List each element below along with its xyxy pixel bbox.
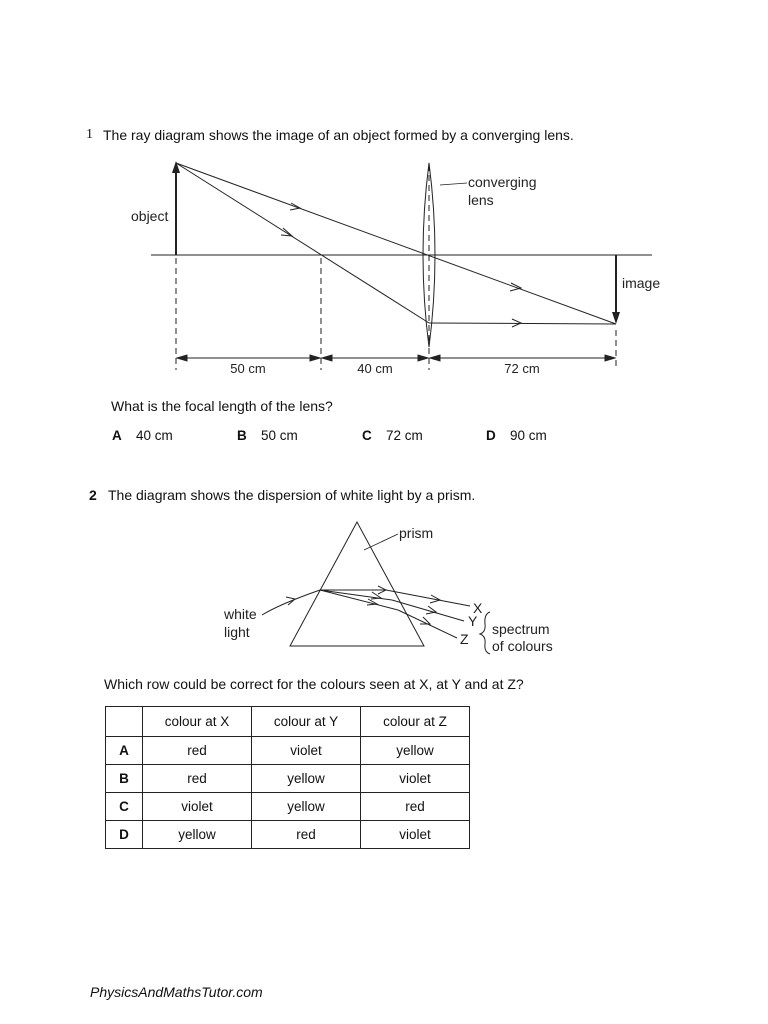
table-cell: red <box>143 765 252 793</box>
table-row[interactable] <box>106 793 470 821</box>
white-label-line2: light <box>224 624 250 640</box>
dimension-72cm: 72 cm <box>504 361 540 376</box>
lens-label-line1: converging <box>468 174 537 190</box>
option-d[interactable] <box>486 428 547 443</box>
question-1-number: 1 <box>86 127 93 142</box>
spectrum-label-line1: spectrum <box>492 621 550 637</box>
question-1-prompt: What is the focal length of the lens? <box>111 398 333 414</box>
rays <box>176 163 616 327</box>
table-header-cell <box>106 707 143 737</box>
row-label: B <box>106 765 143 793</box>
ray-diagram <box>0 0 768 400</box>
x-label: X <box>473 600 483 616</box>
table-cell: yellow <box>361 737 470 765</box>
option-text: 50 cm <box>261 428 298 443</box>
table-cell: yellow <box>143 821 252 849</box>
table-row[interactable] <box>106 821 470 849</box>
table-cell: violet <box>143 793 252 821</box>
dimension-40cm: 40 cm <box>357 361 393 376</box>
row-label: D <box>106 821 143 849</box>
lens-label-line2: lens <box>468 192 494 208</box>
y-label: Y <box>468 613 478 629</box>
table-cell: red <box>143 737 252 765</box>
table-cell: yellow <box>252 765 361 793</box>
table-cell: violet <box>361 765 470 793</box>
question-2-prompt: Which row could be correct for the colours seen at X, at Y and at Z? <box>104 676 524 692</box>
object-label: object <box>131 208 169 224</box>
table-header-cell: colour at Y <box>252 707 361 737</box>
question-2-number: 2 <box>89 487 97 503</box>
prism-label: prism <box>399 525 434 541</box>
prism-leader <box>364 534 398 550</box>
footer-site-name: PhysicsAndMathsTutor.com <box>90 984 263 1000</box>
question-2-text: The diagram shows the dispersion of white light by a prism. <box>108 487 476 503</box>
image-label: image <box>622 275 661 291</box>
table-header-cell: colour at Z <box>361 707 470 737</box>
option-text: 72 cm <box>386 428 423 443</box>
object-arrow <box>172 161 180 255</box>
table-cell: yellow <box>252 793 361 821</box>
spectrum-label-line2: of colours <box>492 638 553 654</box>
row-label: A <box>106 737 143 765</box>
option-b[interactable] <box>237 428 298 443</box>
row-label: C <box>106 793 143 821</box>
white-label-line1: white <box>224 606 257 622</box>
option-text: 40 cm <box>136 428 173 443</box>
answer-table <box>105 706 470 849</box>
z-label: Z <box>460 631 469 647</box>
option-letter: B <box>237 428 247 443</box>
dispersed-rays-outside <box>386 590 470 638</box>
question-1-text: The ray diagram shows the image of an object formed by a converging lens. <box>103 127 574 143</box>
prism-diagram <box>0 500 768 670</box>
table-row[interactable] <box>106 765 470 793</box>
table-cell: red <box>252 821 361 849</box>
table-header-row <box>106 707 470 737</box>
dimension-guides <box>176 258 616 370</box>
image-arrow <box>612 255 620 324</box>
option-letter: D <box>486 428 496 443</box>
table-cell: violet <box>361 821 470 849</box>
table-cell: violet <box>252 737 361 765</box>
table-row[interactable] <box>106 737 470 765</box>
option-letter: C <box>362 428 372 443</box>
table-cell: red <box>361 793 470 821</box>
table-header-cell: colour at X <box>143 707 252 737</box>
white-light-ray <box>262 590 320 615</box>
option-a[interactable] <box>112 428 173 443</box>
option-text: 90 cm <box>510 428 547 443</box>
option-letter: A <box>112 428 122 443</box>
option-c[interactable] <box>362 428 423 443</box>
dimension-50cm: 50 cm <box>230 361 266 376</box>
spectrum-brace <box>480 612 490 654</box>
